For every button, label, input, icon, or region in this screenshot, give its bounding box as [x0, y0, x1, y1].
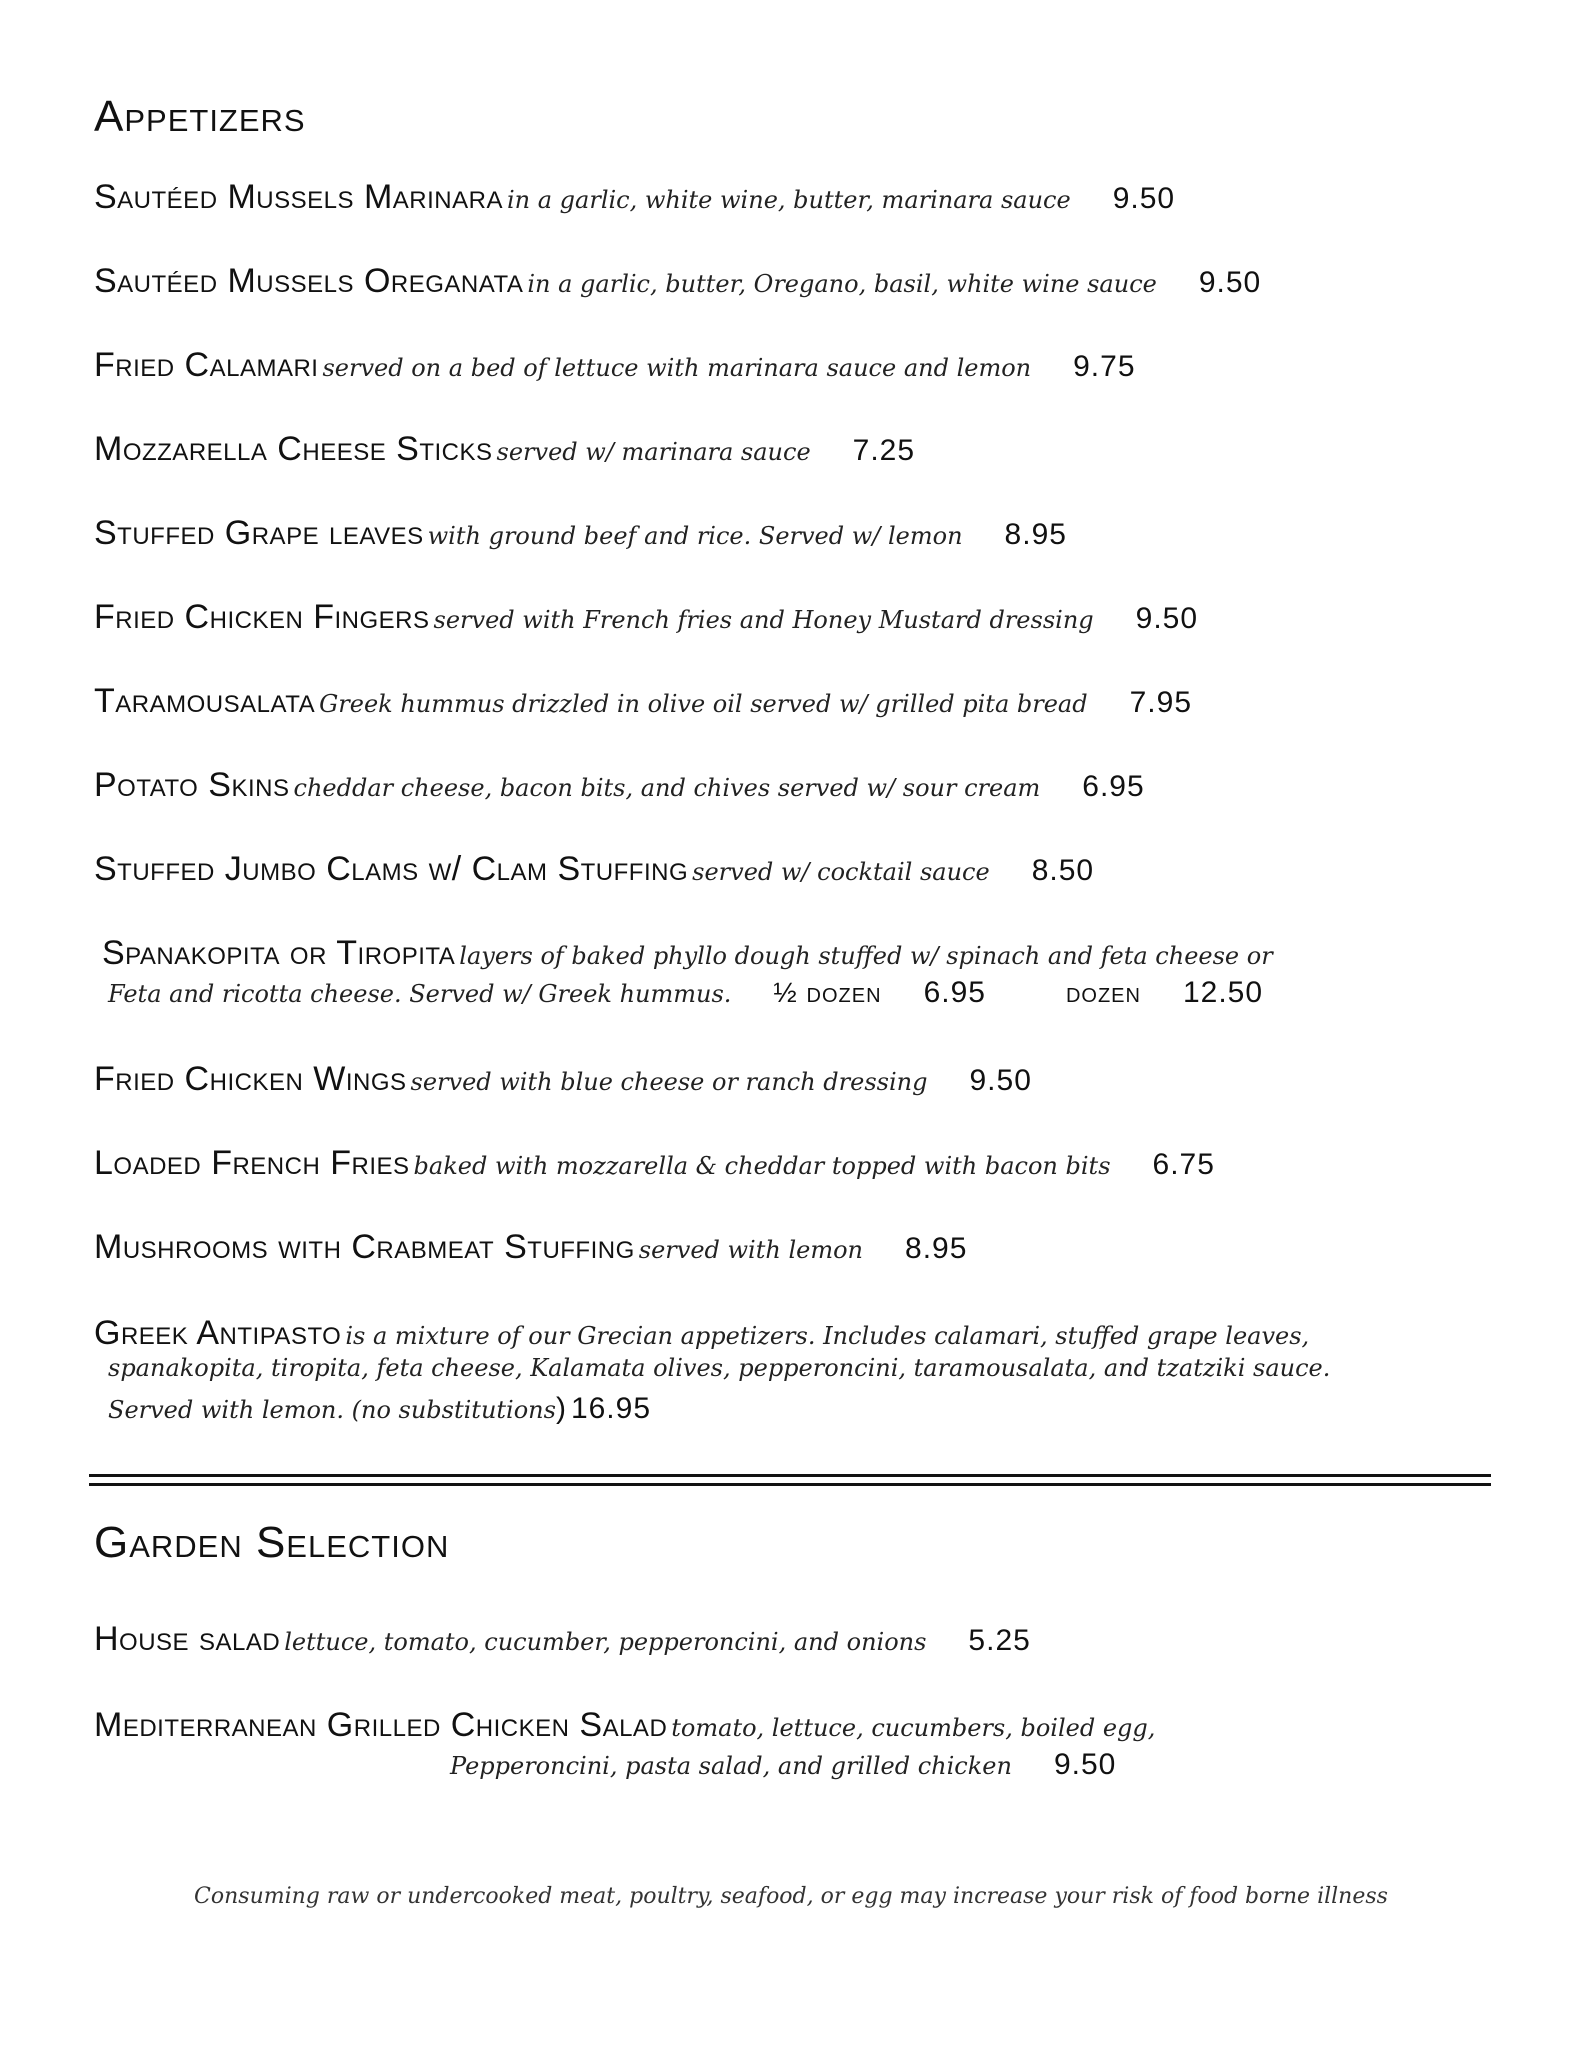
- item-name: Stuffed Jumbo Clams w/ Clam Stuffing: [94, 850, 689, 888]
- item-description: served with French fries and Honey Mustard dressing: [433, 606, 1094, 634]
- item-description-continued: Served with lemon. (no substitutions: [108, 1396, 556, 1424]
- item-price: 8.50: [1031, 854, 1095, 887]
- item-description: tomato, lettuce, cucumbers, boiled egg,: [671, 1714, 1156, 1742]
- menu-item-antipasto: [94, 1314, 1309, 1353]
- menu-item: [94, 346, 1136, 385]
- item-name: Loaded French Fries: [94, 1144, 410, 1182]
- food-safety-disclaimer: Consuming raw or undercooked meat, poultry, seafood, or egg may increase your risk of food borne illness: [194, 1884, 1388, 1909]
- item-price: 7.95: [1129, 686, 1192, 719]
- menu-item: [94, 514, 1067, 553]
- menu-item: [94, 850, 1094, 889]
- item-description: in a garlic, white wine, butter, marinara sauce: [506, 186, 1071, 214]
- menu-item: [94, 1620, 1031, 1659]
- item-price: 9.75: [1073, 350, 1136, 383]
- antipasto-line-2: [108, 1354, 1330, 1382]
- item-name: Spanakopita or Tiropita: [102, 934, 456, 972]
- mediterranean-line-2: [450, 1748, 1116, 1782]
- half-dozen-label: ½ dozen: [773, 977, 882, 1008]
- menu-item: [94, 430, 915, 469]
- section-divider-top: [89, 1474, 1491, 1477]
- item-description-continued: spanakopita, tiropita, feta cheese, Kalamata olives, pepperoncini, taramousalata, and tzatziki sauce.: [108, 1354, 1331, 1382]
- item-description: served on a bed of lettuce with marinara sauce and lemon: [322, 354, 1032, 382]
- item-description: Greek hummus drizzled in olive oil served w/ grilled pita bread: [319, 690, 1088, 718]
- appetizers-heading: Appetizers: [94, 92, 306, 141]
- item-name: House salad: [94, 1620, 281, 1658]
- menu-item: [94, 1060, 1032, 1099]
- menu-item-mediterranean: [94, 1706, 1155, 1745]
- menu-item: [94, 598, 1198, 637]
- item-name: Sautéed Mussels Marinara: [94, 178, 503, 216]
- item-price: 8.95: [1004, 518, 1067, 551]
- item-description: served w/ marinara sauce: [496, 438, 811, 466]
- item-name: Mushrooms with Crabmeat Stuffing: [94, 1228, 635, 1266]
- dozen-price: 12.50: [1182, 976, 1264, 1009]
- item-description: layers of baked phyllo dough stuffed w/ spinach and feta cheese or: [459, 942, 1273, 970]
- item-description: with ground beef and rice. Served w/ lemon: [427, 522, 963, 550]
- item-description: served with lemon: [638, 1236, 864, 1264]
- item-name: Fried Calamari: [94, 346, 319, 384]
- item-name: Potato Skins: [94, 766, 290, 804]
- item-description: baked with mozzarella & cheddar topped with bacon bits: [413, 1152, 1111, 1180]
- item-price: 16.95: [570, 1392, 652, 1425]
- item-name: Greek Antipasto: [94, 1314, 342, 1352]
- item-description-continued: Pepperoncini, pasta salad, and grilled chicken: [450, 1752, 1012, 1780]
- section-divider-bottom: [89, 1483, 1491, 1486]
- item-name: Fried Chicken Wings: [94, 1060, 407, 1098]
- item-description: in a garlic, butter, Oregano, basil, white wine sauce: [527, 270, 1157, 298]
- item-description-continued: Feta and ricotta cheese. Served w/ Greek hummus.: [108, 980, 732, 1008]
- item-description: lettuce, tomato, cucumber, pepperoncini, and onions: [284, 1628, 927, 1656]
- item-name: Sautéed Mussels Oreganata: [94, 262, 524, 300]
- dozen-label: dozen: [1065, 977, 1141, 1008]
- item-price: 6.75: [1152, 1148, 1215, 1181]
- spanakopita-line-2: [108, 976, 1263, 1010]
- garden-heading: Garden Selection: [94, 1518, 450, 1567]
- item-name: Stuffed Grape leaves: [94, 514, 424, 552]
- item-description: is a mixture of our Grecian appetizers. Includes calamari, stuffed grape leaves,: [345, 1322, 1310, 1350]
- item-price: 6.95: [1082, 770, 1145, 803]
- item-name: Fried Chicken Fingers: [94, 598, 430, 636]
- item-price: 5.25: [968, 1624, 1031, 1657]
- item-description: served w/ cocktail sauce: [692, 858, 990, 886]
- menu-item: [94, 1228, 967, 1267]
- item-price: 9.50: [1198, 266, 1262, 299]
- menu-item: [94, 178, 1175, 217]
- item-price: 7.25: [852, 434, 916, 467]
- item-description: served with blue cheese or ranch dressing: [410, 1068, 928, 1096]
- antipasto-line-3: [108, 1392, 651, 1426]
- paren-close: ): [555, 1392, 567, 1425]
- menu-item: [94, 1144, 1215, 1183]
- item-price: 9.50: [1135, 602, 1199, 635]
- item-name: Mozzarella Cheese Sticks: [94, 430, 493, 468]
- item-price: 9.50: [969, 1064, 1032, 1097]
- menu-item: [94, 766, 1145, 805]
- item-name: Taramousalata: [94, 682, 316, 720]
- menu-item: [94, 682, 1192, 721]
- item-description: cheddar cheese, bacon bits, and chives served w/ sour cream: [293, 774, 1041, 802]
- item-price: 8.95: [905, 1232, 968, 1265]
- menu-item: [94, 262, 1261, 301]
- item-price: 9.50: [1112, 182, 1176, 215]
- item-price: 9.50: [1053, 1748, 1117, 1781]
- half-dozen-price: 6.95: [923, 976, 986, 1009]
- item-name: Mediterranean Grilled Chicken Salad: [94, 1706, 668, 1744]
- menu-item-spanakopita: [102, 934, 1273, 973]
